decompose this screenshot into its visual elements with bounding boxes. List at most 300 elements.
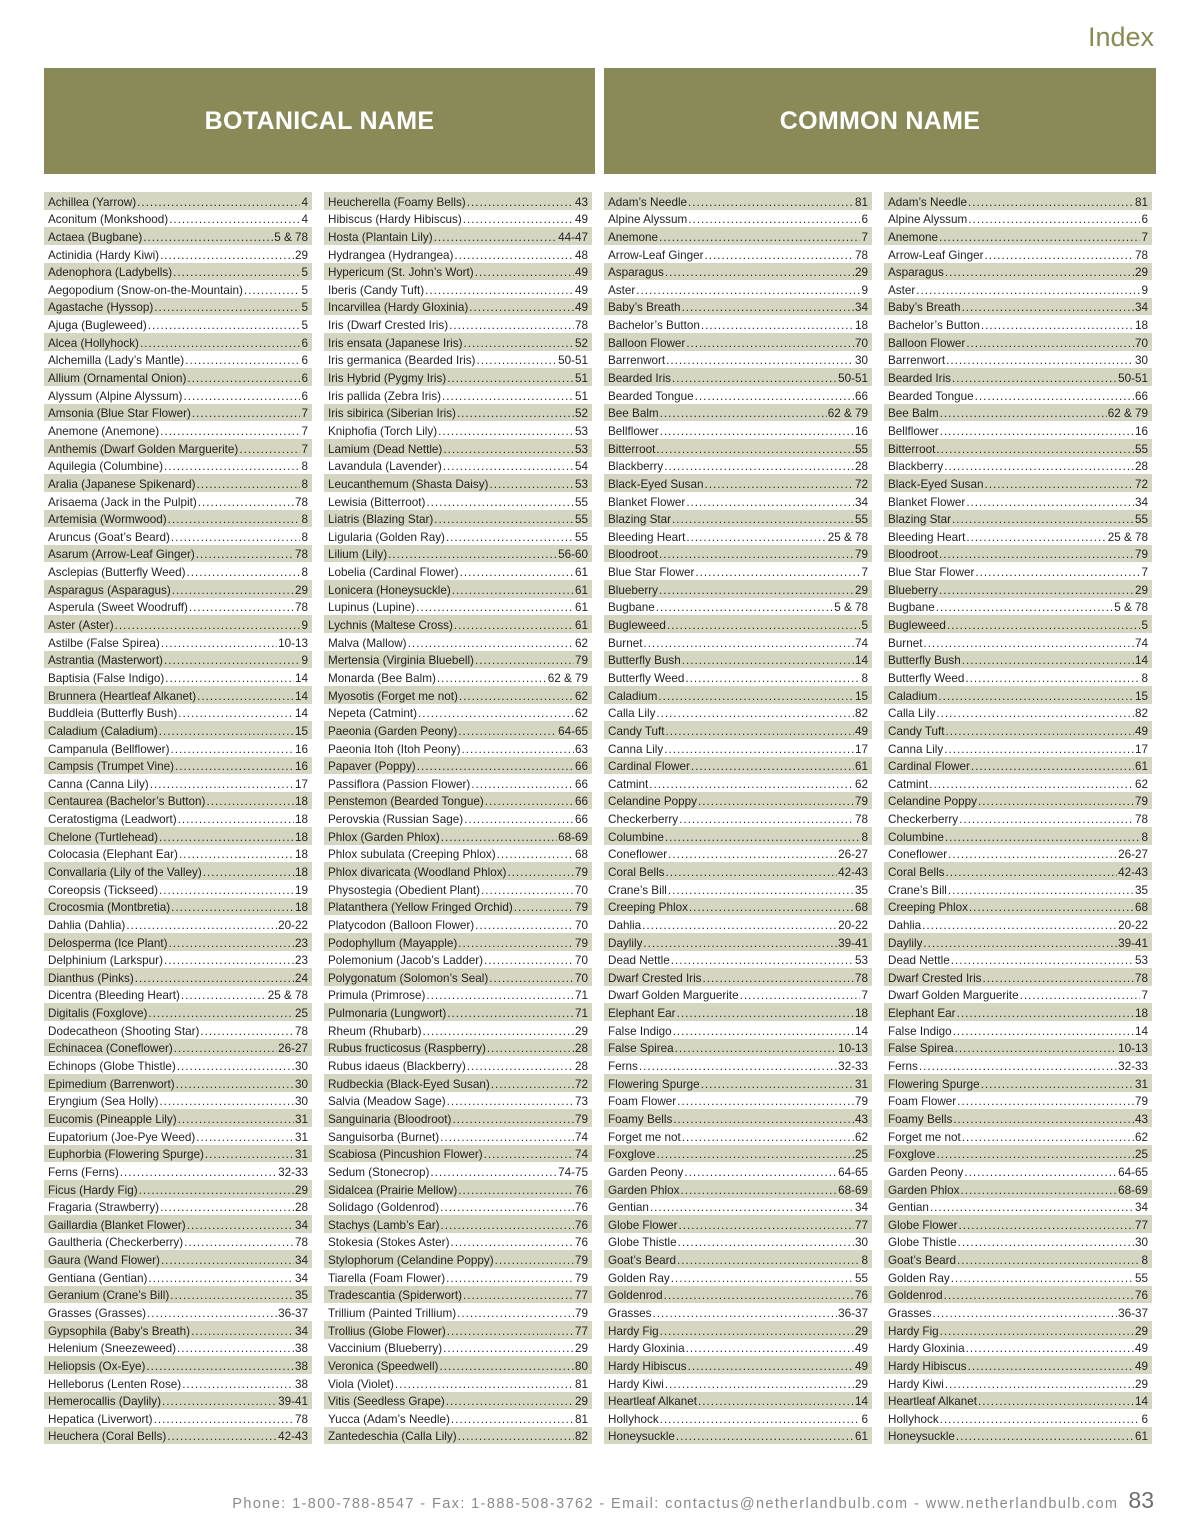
dot-leader (969, 901, 1134, 915)
index-entry (44, 686, 312, 704)
entry-name: Gaultheria (Checkerberry) (48, 1236, 184, 1250)
entry-page: 32-33 (838, 1060, 868, 1074)
entry-name: Foamy Bells (608, 1112, 673, 1126)
dot-leader (476, 354, 557, 368)
index-entry (884, 333, 1152, 351)
dot-leader (975, 390, 1134, 404)
entry-name: Caladium (608, 689, 658, 703)
entry-name: Creeping Phlox (888, 901, 968, 915)
entry-name: Iris Hybrid (Pygmy Iris) (328, 372, 447, 386)
dot-leader (185, 354, 300, 368)
entry-name: Brunnera (Heartleaf Alkanet) (48, 689, 197, 703)
index-entry (44, 986, 312, 1004)
entry-name: Daylily (888, 936, 923, 950)
index-entry (44, 351, 312, 369)
index-entry (44, 721, 312, 739)
index-entry (884, 351, 1152, 369)
entry-name: Crocosmia (Montbretia) (48, 901, 171, 915)
page-number: 83 (1128, 1487, 1154, 1513)
index-entry (44, 1074, 312, 1092)
entry-name: Grasses (608, 1307, 652, 1320)
entry-name: Asclepias (Butterfly Weed) (48, 566, 186, 580)
entry-name: Grasses (Grasses) (48, 1307, 147, 1320)
dot-leader (452, 1113, 574, 1127)
dot-leader (951, 1272, 1134, 1286)
dot-leader (174, 1042, 277, 1056)
index-entry (604, 421, 872, 439)
entry-name: Trillium (Painted Trillium) (328, 1307, 457, 1320)
dot-leader (944, 1289, 1134, 1303)
entry-page: 43 (854, 1112, 868, 1126)
index-entry (324, 827, 592, 845)
entry-name: Achillea (Yarrow) (48, 195, 137, 209)
entry-page: 34 (854, 495, 868, 509)
entry-page: 53 (574, 442, 588, 456)
entry-page: 28 (854, 460, 868, 474)
entry-name: Salvia (Meadow Sage) (328, 1095, 446, 1109)
entry-page: 74-75 (558, 1165, 588, 1179)
entry-page: 55 (1134, 442, 1148, 456)
entry-page: 43 (1134, 1112, 1148, 1126)
index-entry (324, 1321, 592, 1339)
entry-name: Bugbane (888, 601, 935, 615)
botanical-name-header: BOTANICAL NAME (44, 68, 595, 174)
dot-leader (933, 1307, 1118, 1321)
entry-page: 66 (1134, 389, 1148, 403)
index-entry (324, 351, 592, 369)
entry-name: Chelone (Turtlehead) (48, 830, 159, 844)
dot-leader (966, 531, 1106, 545)
dot-leader (159, 725, 294, 739)
dot-leader (691, 760, 854, 774)
index-entry (604, 845, 872, 863)
entry-page: 4 (301, 195, 308, 209)
dot-leader (677, 1254, 860, 1268)
entry-name: Creeping Phlox (608, 901, 688, 915)
dot-leader (1020, 989, 1141, 1003)
entry-name: Heartleaf Alkanet (888, 1395, 978, 1409)
entry-name: Blueberry (888, 583, 939, 597)
dot-leader (171, 531, 301, 545)
entry-page: 14 (854, 1395, 868, 1409)
dot-leader (495, 1254, 574, 1268)
dot-leader (489, 478, 574, 492)
entry-page: 18 (294, 865, 308, 879)
entry-name: Balloon Flower (608, 336, 686, 350)
entry-page: 55 (574, 530, 588, 544)
dot-leader (666, 866, 838, 880)
dot-leader (672, 513, 854, 527)
entry-name: Golden Ray (888, 1271, 950, 1285)
entry-page: 66 (574, 760, 588, 774)
entry-name: Columbine (888, 830, 944, 844)
index-entry (884, 704, 1152, 722)
entry-page: 66 (574, 777, 588, 791)
index-entry (884, 474, 1152, 492)
entry-page: 26-27 (1118, 848, 1148, 862)
index-entry (324, 527, 592, 545)
index-entry (884, 245, 1152, 263)
entry-page: 29 (1134, 266, 1148, 280)
entry-page: 15 (1134, 689, 1148, 703)
entry-name: Bugleweed (888, 619, 946, 633)
entry-name: Dwarf Crested Iris (888, 971, 982, 985)
index-entry (324, 280, 592, 298)
dot-leader (951, 954, 1134, 968)
entry-name: Tradescantia (Spiderwort) (328, 1289, 463, 1303)
dot-leader (170, 1289, 294, 1303)
entry-page: 6 (301, 354, 308, 368)
entry-page: 5 & 78 (834, 601, 868, 615)
entry-name: Coneflower (608, 848, 668, 862)
dot-leader (664, 743, 854, 757)
dot-leader (957, 1007, 1134, 1021)
index-entry (324, 439, 592, 457)
entry-page: 32-33 (1118, 1060, 1148, 1074)
dot-leader (161, 637, 277, 651)
index-entry (604, 933, 872, 951)
entry-name: False Spirea (608, 1042, 674, 1056)
dot-leader (446, 1395, 574, 1409)
dot-leader (682, 1131, 854, 1145)
entry-name: Butterfly Bush (608, 654, 681, 668)
entry-page: 66 (574, 813, 588, 827)
entry-page: 28 (574, 1042, 588, 1056)
entry-page: 70 (574, 954, 588, 968)
entry-page: 31 (1134, 1077, 1148, 1091)
dot-leader (665, 266, 854, 280)
index-entry (884, 1286, 1152, 1304)
dot-leader (115, 619, 301, 633)
dot-leader (239, 443, 300, 457)
entry-page: 7 (301, 424, 308, 438)
index-entry (884, 1074, 1152, 1092)
dot-leader (936, 443, 1134, 457)
entry-name: Hydrangea (Hydrangea) (328, 248, 454, 262)
index-entry (44, 457, 312, 475)
index-entry (324, 298, 592, 316)
entry-name: Hardy Hibiscus (888, 1359, 967, 1373)
entry-name: Lewisia (Bitterroot) (328, 495, 426, 509)
entry-page: 20-22 (838, 918, 868, 932)
entry-name: Aconitum (Monkshood) (48, 213, 169, 227)
index-entry (44, 668, 312, 686)
entry-page: 34 (1134, 495, 1148, 509)
entry-name: Honeysuckle (608, 1430, 675, 1444)
dot-leader (665, 1378, 854, 1392)
entry-page: 54 (574, 460, 588, 474)
index-entry (324, 457, 592, 475)
index-entry (604, 792, 872, 810)
dot-leader (463, 337, 574, 351)
dot-leader (968, 213, 1140, 227)
entry-name: Goldenrod (888, 1289, 943, 1303)
index-entry (604, 315, 872, 333)
entry-name: Bellflower (888, 424, 939, 438)
entry-name: Incarvillea (Hardy Gloxinia) (328, 301, 469, 315)
index-entry (884, 774, 1152, 792)
entry-page: 72 (574, 1077, 588, 1091)
index-entry (44, 880, 312, 898)
entry-name: Checkerberry (608, 813, 679, 827)
dot-leader (464, 813, 574, 827)
entry-page: 18 (294, 813, 308, 827)
dot-leader (485, 795, 574, 809)
dot-leader (182, 1378, 294, 1392)
entry-name: Baptisia (False Indigo) (48, 671, 165, 685)
index-entry (604, 721, 872, 739)
entry-name: Geranium (Crane’s Bill) (48, 1289, 170, 1303)
entry-page: 78 (854, 971, 868, 985)
dot-leader (192, 407, 301, 421)
dot-leader (388, 548, 557, 562)
entry-name: Blackberry (608, 460, 664, 474)
index-column-common-2 (884, 192, 1152, 1444)
entry-name: Phlox subulata (Creeping Phlox) (328, 848, 496, 862)
dot-leader (936, 707, 1134, 721)
dot-leader (968, 196, 1134, 210)
entry-name: Asparagus (Asparagus) (48, 583, 171, 597)
dot-leader (642, 919, 837, 933)
entry-name: Bloodroot (888, 548, 939, 562)
entry-page: 14 (854, 1024, 868, 1038)
entry-page: 32-33 (278, 1165, 308, 1179)
entry-page: 76 (574, 1201, 588, 1215)
index-entry (44, 280, 312, 298)
entry-name: Canna Lily (608, 742, 664, 756)
index-entry (324, 1198, 592, 1216)
entry-name: Black-Eyed Susan (608, 477, 704, 491)
entry-name: Cardinal Flower (608, 760, 690, 774)
index-entry (884, 1021, 1152, 1039)
dot-leader (939, 584, 1134, 598)
entry-page: 78 (1134, 813, 1148, 827)
entry-page: 66 (854, 389, 868, 403)
entry-name: Bearded Iris (888, 372, 952, 386)
index-entry (324, 368, 592, 386)
entry-page: 70 (1134, 336, 1148, 350)
dot-leader (475, 919, 574, 933)
dot-leader (443, 460, 574, 474)
entry-name: Butterfly Bush (888, 654, 961, 668)
index-entry (884, 915, 1152, 933)
index-entry (884, 1039, 1152, 1057)
entry-page: 5 (301, 283, 308, 297)
entry-name: Alpine Alyssum (888, 213, 968, 227)
dot-leader (678, 1236, 854, 1250)
index-entry (44, 527, 312, 545)
index-entry (44, 315, 312, 333)
entry-page: 8 (301, 477, 308, 491)
entry-page: 36-37 (838, 1307, 868, 1320)
dot-leader (491, 1078, 574, 1092)
entry-page: 61 (574, 619, 588, 633)
dot-leader (484, 1148, 574, 1162)
entry-page: 70 (574, 971, 588, 985)
dot-leader (446, 1272, 574, 1286)
dot-leader (452, 584, 574, 598)
index-entry (604, 1180, 872, 1198)
entry-page: 49 (574, 266, 588, 280)
index-entry (604, 1427, 872, 1445)
dot-leader (467, 1060, 574, 1074)
index-entry (44, 439, 312, 457)
entry-name: Iris (Dwarf Crested Iris) (328, 319, 449, 333)
index-entry (324, 474, 592, 492)
index-entry (884, 421, 1152, 439)
index-entry (604, 1162, 872, 1180)
index-entry (44, 404, 312, 422)
entry-page: 79 (574, 901, 588, 915)
entry-page: 34 (854, 301, 868, 315)
entry-name: Sanguinaria (Bloodroot) (328, 1112, 452, 1126)
index-entry (604, 580, 872, 598)
index-entry (884, 1092, 1152, 1110)
entry-page: 71 (574, 989, 588, 1003)
index-entry (884, 1198, 1152, 1216)
dot-leader (178, 707, 294, 721)
entry-page: 79 (574, 654, 588, 668)
index-entry (324, 1303, 592, 1321)
entry-name: Hardy Kiwi (608, 1377, 664, 1391)
dot-leader (686, 531, 826, 545)
entry-page: 62 & 79 (827, 407, 868, 421)
entry-name: Candy Tuft (888, 724, 945, 738)
index-entry (884, 510, 1152, 528)
entry-name: Digitalis (Foxglove) (48, 1007, 148, 1021)
dot-leader (985, 249, 1134, 263)
index-entry (44, 192, 312, 210)
index-entry (884, 1356, 1152, 1374)
index-entry (324, 421, 592, 439)
index-entry (324, 1250, 592, 1268)
entry-page: 34 (854, 1201, 868, 1215)
index-entry (604, 1127, 872, 1145)
dot-leader (439, 1360, 574, 1374)
entry-page: 18 (854, 1007, 868, 1021)
entry-name: False Spirea (888, 1042, 954, 1056)
index-entry (604, 227, 872, 245)
dot-leader (205, 1148, 294, 1162)
entry-page: 55 (574, 513, 588, 527)
dot-leader (467, 196, 574, 210)
index-entry (604, 1109, 872, 1127)
index-entry (604, 1356, 872, 1374)
entry-page: 64-65 (838, 1165, 868, 1179)
index-entry (884, 598, 1152, 616)
entry-page: 5 (1141, 619, 1148, 633)
entry-page: 8 (1141, 830, 1148, 844)
index-entry (884, 1427, 1152, 1445)
entry-page: 26-27 (838, 848, 868, 862)
dot-leader (945, 831, 1141, 845)
entry-page: 70 (854, 336, 868, 350)
entry-page: 16 (294, 760, 308, 774)
dot-leader (659, 584, 854, 598)
entry-name: Iris sibirica (Siberian Iris) (328, 407, 456, 421)
entry-page: 29 (854, 1377, 868, 1391)
entry-name: Caladium (888, 689, 938, 703)
index-entry (604, 1198, 872, 1216)
entry-name: Hardy Fig (888, 1324, 939, 1338)
entry-page: 30 (1134, 354, 1148, 368)
index-entry (884, 986, 1152, 1004)
entry-name: Anemone (888, 230, 939, 244)
dot-leader (164, 460, 300, 474)
dot-leader (187, 372, 300, 386)
index-entry (884, 668, 1152, 686)
entry-page: 79 (854, 548, 868, 562)
entry-page: 79 (574, 1254, 588, 1268)
dot-leader (658, 690, 854, 704)
dot-leader (426, 989, 574, 1003)
entry-page: 6 (301, 389, 308, 403)
index-entry (44, 933, 312, 951)
dot-leader (164, 654, 301, 668)
index-entry (324, 845, 592, 863)
entry-page: 53 (854, 954, 868, 968)
index-entry (44, 1162, 312, 1180)
dot-leader (460, 566, 574, 580)
index-entry (324, 1145, 592, 1163)
index-entry (324, 510, 592, 528)
index-entry (324, 545, 592, 563)
entry-page: 5 & 78 (1114, 601, 1148, 615)
entry-page: 53 (574, 477, 588, 491)
entry-page: 35 (1134, 883, 1148, 897)
entry-page: 19 (294, 883, 308, 897)
entry-name: Bearded Tongue (608, 389, 694, 403)
entry-name: Heliopsis (Ox-Eye) (48, 1359, 146, 1373)
entry-page: 25 & 78 (827, 530, 868, 544)
entry-page: 78 (294, 1236, 308, 1250)
entry-name: Polemonium (Jacob’s Ladder) (328, 954, 484, 968)
index-entry (884, 1215, 1152, 1233)
dot-leader (484, 954, 574, 968)
index-entry (44, 474, 312, 492)
index-entry (604, 1145, 872, 1163)
entry-name: Barrenwort (888, 354, 946, 368)
entry-name: Hardy Gloxinia (608, 1342, 685, 1356)
dot-leader (957, 1254, 1140, 1268)
dot-leader (187, 566, 301, 580)
dot-leader (680, 1184, 837, 1198)
dot-leader (985, 478, 1134, 492)
dot-leader (443, 1342, 574, 1356)
entry-name: Caladium (Caladium) (48, 724, 158, 738)
entry-page: 10-13 (838, 1042, 868, 1056)
dot-leader (451, 1413, 574, 1427)
entry-page: 29 (854, 583, 868, 597)
entry-page: 76 (574, 1183, 588, 1197)
index-entry (44, 968, 312, 986)
entry-name: Alpine Alyssum (608, 213, 688, 227)
index-entry (324, 1427, 592, 1445)
dot-leader (966, 1342, 1134, 1356)
index-entry (44, 245, 312, 263)
entry-page: 77 (1134, 1218, 1148, 1232)
entry-name: Forget me not (608, 1130, 681, 1144)
entry-name: Flowering Spurge (608, 1077, 700, 1091)
entry-name: Checkerberry (888, 813, 959, 827)
dot-leader (659, 231, 860, 245)
entry-page: 18 (854, 319, 868, 333)
dot-leader (165, 672, 294, 686)
entry-page: 30 (1134, 1236, 1148, 1250)
entry-name: Actaea (Bugbane) (48, 230, 143, 244)
index-entry (884, 845, 1152, 863)
index-entry (44, 1427, 312, 1445)
